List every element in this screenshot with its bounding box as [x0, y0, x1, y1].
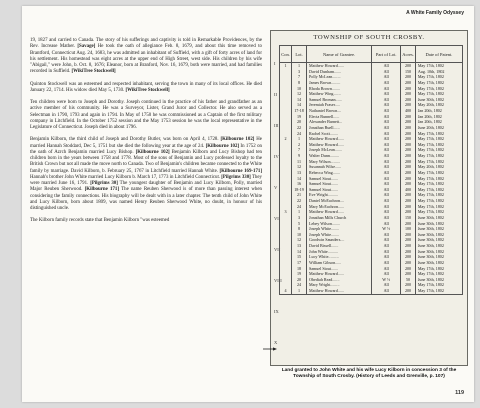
cell-lot: 22 [292, 198, 307, 204]
cell-lot: 10 [292, 86, 307, 92]
cell-date: May 17th, 1802 [415, 74, 462, 80]
paragraph-text: The youngest daughter of Benjamin and Lucy Kilborn, Polly, married Major Reuben Sherwood. [30, 181, 263, 193]
cell-lot: 24 [292, 204, 307, 210]
citation: [Pilgrims 30] [90, 181, 118, 186]
cell-acres: 200 [401, 147, 416, 153]
cell-lot: 5 [292, 221, 307, 227]
cell-lot: 17-18 [292, 108, 307, 114]
cell-grantee: Jonathan Buell...... [307, 125, 372, 131]
cell-date: May 17th, 1802 [415, 147, 462, 153]
citation: [Kilbourne 169-171] [219, 168, 262, 174]
cell-lot: 24 [292, 282, 307, 288]
cell-acres: 200 [401, 153, 416, 159]
paragraph-text: He married Hannah Stoddard, Dec 5, 1751 but she died the following year at the age of 24. [30, 137, 262, 149]
cell-part: W ½ [372, 226, 401, 232]
cell-grantee: Matthew Howard...... [307, 288, 372, 294]
cell-date: Aug. 10th, 1802 [415, 69, 462, 75]
cell-lot: 20 [292, 277, 307, 283]
cell-lot: 1 [292, 209, 307, 215]
cell-grantee: Samuel Stout....... [307, 266, 372, 272]
paragraph-text: 19, 1827 and carried to Canada. The story of his sufferings and captivity is told in Remarkable Providences, by the Rev. Increase Mather. [30, 38, 262, 50]
cell-date: May 17th, 1802 [415, 159, 462, 165]
side-letter: VI [274, 216, 279, 221]
cell-date: May 17th, 1802 [415, 271, 462, 277]
cell-part: All [372, 232, 401, 238]
page-number: 119 [455, 390, 464, 396]
cell-grantee: Samuel Stout....... [307, 181, 372, 187]
cell-acres: 200 [401, 102, 416, 108]
cell-acres: 200 [401, 198, 416, 204]
cell-part: All [372, 131, 401, 137]
cell-lot: 20 [292, 119, 307, 125]
cell-grantee: Mary Wilson......... [307, 159, 372, 165]
cell-acres: 200 [401, 136, 416, 142]
cell-part: All [372, 136, 401, 142]
cell-date: May 17th, 1802 [415, 181, 462, 187]
citation: [Kilbourne 171] [84, 187, 119, 193]
cell-date: May 20th, 1802 [415, 164, 462, 170]
cell-acres: 200 [401, 97, 416, 103]
body-paragraph [30, 82, 262, 95]
citation: [Kilbourne 102] [135, 149, 170, 155]
col-header-lot: Lot. [292, 46, 307, 63]
cell-date: June 30th, 1802 [415, 243, 462, 249]
paragraph-text: They were married June 16, 1791. [30, 174, 262, 186]
cell-con: 3 [280, 209, 292, 215]
col-header-name: Name of Grantee. [307, 46, 372, 63]
cell-lot: 1 [292, 136, 307, 142]
cell-grantee: Goodwin Saunders.... [307, 237, 372, 243]
cell-lot: 3 [292, 69, 307, 75]
cell-acres: 200 [401, 119, 416, 125]
cell-part: All [372, 271, 401, 277]
citation: [Kilbourne 102] [205, 143, 240, 149]
cell-grantee: Alexander Barnett... [307, 119, 372, 125]
book-page [22, 6, 474, 402]
cell-grantee: Rhoda Brown........ [307, 86, 372, 92]
running-header: A White Family Odyssey [406, 10, 464, 16]
cell-con: 4 [280, 288, 292, 294]
side-letter: VII [274, 247, 281, 252]
cell-part: All [372, 102, 401, 108]
cell-part: All [372, 164, 401, 170]
side-letter: X [274, 340, 278, 345]
figure-caption: Land granted to John White and his wife Lucy Kilborn in concession 3 of the Township of South Crosby. (History of Leeds and Grenville, p. 107) [281, 368, 457, 380]
cell-date: May 17th, 1802 [415, 192, 462, 198]
cell-part: All [372, 97, 401, 103]
cell-date: May 17th, 1802 [415, 176, 462, 182]
cell-part: All [372, 215, 401, 221]
cell-lot: 8 [292, 226, 307, 232]
cell-grantee: Daniel McEachron.... [307, 198, 372, 204]
body-paragraph [30, 100, 262, 131]
cell-grantee: Jonathan Mills Church [307, 215, 372, 221]
cell-lot: 12 [292, 91, 307, 97]
cell-date: Jan 20th, 1802 [415, 114, 462, 120]
paragraph-text: Ten children were born to Joseph and Dorothy. Joseph continued in the practice of his father and grandfather as an active member of his community. He was a Surveyor, Lister, Grand Juror and Collector. He also served as a Selectman in 1790, 1793 and again in 1794. In May of 1750 he was commissioned as a Captain of the first military company in Litchfield. In the October 1752 session and the May 1753 session he was the local representative in the Legislature of Connecticut. Joseph died in about 1796. [30, 100, 262, 130]
cell-grantee: Lebey Wilson........ [307, 221, 372, 227]
cell-date: June 30th, 1802 [415, 232, 462, 238]
citation: [Savage] [77, 44, 96, 50]
body-text [30, 38, 262, 231]
cell-part: All [372, 176, 401, 182]
cell-date: May 17th, 1802 [415, 266, 462, 272]
cell-date: June 30th, 1802 [415, 249, 462, 255]
cell-part: All [372, 198, 401, 204]
cell-date: June 30th, 1802 [415, 97, 462, 103]
cell-lot: 13 [292, 170, 307, 176]
paragraph-text: Benjamin Kilborn, the third child of Joseph and Dorothy Butler, was born on April 4, 1728. [30, 137, 221, 143]
cell-grantee: Susannah Wilse...... [307, 164, 372, 170]
cell-part: All [372, 187, 401, 193]
cell-date: May 17th, 1802 [415, 204, 462, 210]
cell-date: June 30th, 1802 [415, 215, 462, 221]
cell-lot: 13 [292, 243, 307, 249]
cell-grantee: James Brown......... [307, 80, 372, 86]
citation: [Pilgrims 330] [221, 174, 251, 180]
cell-grantee: Matthew Howard...... [307, 271, 372, 277]
cell-grantee: Joseph White........ [307, 226, 372, 232]
cell-acres: 400 [401, 187, 416, 193]
cell-part: All [372, 260, 401, 266]
citation: [WikiTree Stockwell] [125, 87, 170, 93]
cell-date: June 30th, 1802 [415, 226, 462, 232]
cell-lot: 2 [292, 142, 307, 148]
body-paragraph [30, 218, 262, 224]
cell-acres: 200 [401, 86, 416, 92]
cell-part: All [372, 108, 401, 114]
cell-part: All [372, 69, 401, 75]
side-letter: IV [274, 154, 279, 159]
cell-date: June 30th, 1802 [415, 221, 462, 227]
cell-date: June 30th, 1802 [415, 237, 462, 243]
cell-date: Jan 20th, 1802 [415, 108, 462, 114]
cell-date: May 17th, 1802 [415, 209, 462, 215]
cell-lot: 17 [292, 260, 307, 266]
cell-part: All [372, 119, 401, 125]
cell-lot: 12 [292, 164, 307, 170]
cell-grantee: Matthew Howard...... [307, 209, 372, 215]
cell-grantee: Matthew Wing....... [307, 91, 372, 97]
cell-date: May 20th, 1802 [415, 102, 462, 108]
cell-lot: 1 [292, 288, 307, 294]
col-header-date: Date of Patent. [415, 46, 462, 63]
cell-lot: 12 [292, 237, 307, 243]
cell-acres: 150 [401, 69, 416, 75]
cell-part: All [372, 114, 401, 120]
table-header-row [280, 46, 463, 63]
side-letter: III [274, 123, 279, 128]
cell-grantee: Jeremiah Fraser..... [307, 102, 372, 108]
cell-part: All [372, 221, 401, 227]
cell-date: May 17th, 1802 [415, 187, 462, 193]
cell-part: All [372, 74, 401, 80]
cell-grantee: Polly McLean........ [307, 74, 372, 80]
citation: [Kilbourne 102] [220, 137, 255, 143]
cell-lot: 24 [292, 131, 307, 137]
cell-date: May 17th, 1802 [415, 63, 462, 69]
cell-lot: 14 [292, 102, 307, 108]
cell-date: May 17th, 1802 [415, 142, 462, 148]
cell-date: June 30th, 1802 [415, 254, 462, 260]
cell-part: All [372, 249, 401, 255]
cell-lot: 16 [292, 181, 307, 187]
cell-acres: 200 [401, 282, 416, 288]
cell-acres: 200 [401, 209, 416, 215]
cell-lot: 7 [292, 147, 307, 153]
cell-acres: 200 [401, 243, 416, 249]
paragraph-text: The name Reuben Sherwood is of more than passing interest when considering the family connections. His biography will be dealt with in a later chapter. The tenth child of John White and Lucy Kilborn, born about 1809, was named Henry Reuben Sherwood White, no doubt, in honour of his distinguished uncle. [30, 187, 262, 211]
cell-lot: 18-19 [292, 187, 307, 193]
cell-grantee: Joseph McLean....... [307, 147, 372, 153]
township-register-figure [270, 30, 468, 380]
cell-part: All [372, 91, 401, 97]
cell-grantee: William Gibson...... [307, 260, 372, 266]
side-letter: I [274, 61, 276, 66]
cell-acres: 200 [401, 131, 416, 137]
cell-lot: 22 [292, 125, 307, 131]
cell-part: All [372, 237, 401, 243]
cell-date: May 17th, 1802 [415, 153, 462, 159]
cell-acres: 200 [401, 170, 416, 176]
cell-date: May 17th, 1802 [415, 131, 462, 137]
cell-date: May 17th, 1802 [415, 91, 462, 97]
cell-date: May 17th, 1802 [415, 136, 462, 142]
cell-part: All [372, 243, 401, 249]
cell-acres: 200 [401, 221, 416, 227]
cell-lot: 14 [292, 176, 307, 182]
side-letter: V [274, 185, 278, 190]
cell-lot: 18 [292, 266, 307, 272]
citation: [WikiTree Stockwell] [71, 69, 116, 75]
side-letter: II [274, 92, 277, 97]
cell-acres: 200 [401, 74, 416, 80]
col-header-part: Part of Lot. [372, 46, 401, 63]
cell-grantee: David Dunham....... [307, 69, 372, 75]
cell-lot: 21 [292, 192, 307, 198]
cell-part: All [372, 204, 401, 210]
side-letter: IX [274, 309, 279, 314]
cell-acres: 200 [401, 142, 416, 148]
cell-part: All [372, 282, 401, 288]
cell-lot: 9 [292, 153, 307, 159]
cell-lot: 1 [292, 63, 307, 69]
cell-grantee: Nathaniel Brown.... [307, 108, 372, 114]
cell-part: All [372, 209, 401, 215]
cell-con: 1 [280, 63, 292, 69]
cell-acres: 400 [401, 108, 416, 114]
cell-date: May 17th, 1802 [415, 198, 462, 204]
cell-acres: 200 [401, 271, 416, 277]
cell-lot: 19 [292, 114, 307, 120]
cell-lot: 19 [292, 271, 307, 277]
cell-grantee: Samuel Broman...... [307, 97, 372, 103]
cell-acres: 200 [401, 63, 416, 69]
paragraph-text: Quinton Stockwell was an esteemed and respected inhabitant, serving the town in many of its local offices. He died January 22, 1714. His widow died May 5, 1730. [30, 81, 262, 93]
cell-date: May 17th, 1802 [415, 170, 462, 176]
cell-acres: 200 [401, 114, 416, 120]
cell-lot: 15 [292, 254, 307, 260]
cell-date: May 17th, 1802 [415, 282, 462, 288]
cell-part: All [372, 288, 401, 294]
pointing-arrow-icon [263, 347, 277, 351]
cell-acres: 200 [401, 125, 416, 131]
cell-part: All [372, 254, 401, 260]
cell-date: Jan 20th, 1802 [415, 119, 462, 125]
cell-acres: 200 [401, 249, 416, 255]
cell-acres: 200 [401, 288, 416, 294]
body-paragraph [30, 137, 262, 212]
cell-grantee: Rebecca Wing....... [307, 170, 372, 176]
grantee-table [279, 45, 463, 295]
cell-part: All [372, 153, 401, 159]
cell-con: 2 [280, 136, 292, 142]
cell-part: All [372, 147, 401, 153]
cell-acres: 200 [401, 254, 416, 260]
cell-part: All [372, 125, 401, 131]
cell-acres: 200 [401, 181, 416, 187]
cell-grantee: Samuel Stout....... [307, 187, 372, 193]
cell-grantee: Joseph White........ [307, 232, 372, 238]
paragraph-text: The Kilborn family records state that Benjamin Kilborn "was esteemed [30, 218, 170, 224]
col-header-acres: Acres. [401, 46, 416, 63]
cell-date: May 17th, 1802 [415, 86, 462, 92]
cell-part: All [372, 159, 401, 165]
cell-grantee: Obediah Read....... [307, 277, 372, 283]
table-body [280, 63, 463, 295]
cell-grantee: Eve Wright.......... [307, 192, 372, 198]
cell-acres: 200 [401, 192, 416, 198]
cell-part: All [372, 86, 401, 92]
cell-date: May 17th, 1802 [415, 80, 462, 86]
cell-acres: 200 [401, 159, 416, 165]
paragraph-text: He took the oath of allegiance Feb. 8, 1679, and about this time removed to Brantford, Connecticut Aug. 24, 1683, he was admitted an inhabitant of Suffield, with a gift of forty acres of land for his settlement. His homestead was eight acres at the upper end of High Street, west side. His children by his wife "Abigail," were John, b. Oct. 8, 1676; Eleanor, born at Branford, Nov. 16, 1679, both were married, and had families recorded in Suffield. [30, 44, 262, 75]
cell-acres: 200 [401, 80, 416, 86]
cell-part: All [372, 142, 401, 148]
cell-acres: 50 [401, 277, 416, 283]
paragraph-text: In 1752 on the oath of Azrch Benjamin married Lucy Bishop. [30, 143, 262, 155]
cell-lot: 8 [292, 80, 307, 86]
cell-acres: 100 [401, 226, 416, 232]
cell-grantee: David Bissell....... [307, 243, 372, 249]
cell-grantee: Mary Wright......... [307, 282, 372, 288]
cell-date: June 30th, 1802 [415, 277, 462, 283]
cell-acres: 150 [401, 215, 416, 221]
cell-lot: 3 [292, 215, 307, 221]
cell-part: W ½ [372, 277, 401, 283]
cell-part: All [372, 170, 401, 176]
cell-date: May 17th, 1802 [415, 288, 462, 294]
cell-part: All [372, 63, 401, 69]
cell-grantee: Matthew Howard...... [307, 63, 372, 69]
cell-grantee: Samuel Stout....... [307, 176, 372, 182]
cell-grantee: Walter Dunn......... [307, 153, 372, 159]
cell-acres: 200 [401, 204, 416, 210]
cell-grantee: Mary McEachron...... [307, 204, 372, 210]
paragraph-text: Hannah's brother John White married Lucy Kilborn b. March 17, 1773 in Litchfield Connecticut. [30, 174, 222, 180]
cell-grantee: Electa Bunnell...... [307, 114, 372, 120]
cell-acres: 200 [401, 91, 416, 97]
cell-part: All [372, 192, 401, 198]
cell-acres: 200 [401, 232, 416, 238]
side-letter: VIII [274, 278, 282, 283]
table-row [280, 288, 463, 294]
cell-grantee: Matthew Howard...... [307, 136, 372, 142]
cell-grantee: Lucy White.......... [307, 254, 372, 260]
col-header-con: Con. [280, 46, 292, 63]
cell-lot: 11 [292, 159, 307, 165]
cell-part: All [372, 181, 401, 187]
cell-part: All [372, 266, 401, 272]
body-paragraph [30, 38, 262, 76]
cell-acres: 200 [401, 260, 416, 266]
cell-grantee: John White.......... [307, 249, 372, 255]
cell-grantee: Matthew Howard...... [307, 142, 372, 148]
cell-acres: 200 [401, 266, 416, 272]
cell-lot: 7 [292, 74, 307, 80]
cell-lot: 14 [292, 249, 307, 255]
cell-lot: 14 [292, 97, 307, 103]
cell-part: All [372, 80, 401, 86]
figure-title: TOWNSHIP OF SOUTH CROSBY. [313, 34, 425, 41]
cell-acres: 200 [401, 237, 416, 243]
cell-grantee: Rachel Scott........ [307, 131, 372, 137]
cell-date: June 20th, 1802 [415, 125, 462, 131]
cell-lot: 10 [292, 232, 307, 238]
paragraph-text: Benjamin Kilborn and Lucy Bishop had ten children born in the years between 1758 and 1778. Most of the sons of Benjamin and Lucy professed loyalty to the British Crown but not all made the move north to Canada. Two of Benjamin's children became connected to the White family by marriage. David Kilborn, b. February 25, 1767 in Litchfield married Hannah White. [30, 149, 262, 174]
cell-date: June 30th, 1802 [415, 260, 462, 266]
cell-acres: 200 [401, 164, 416, 170]
cell-acres: 200 [401, 176, 416, 182]
